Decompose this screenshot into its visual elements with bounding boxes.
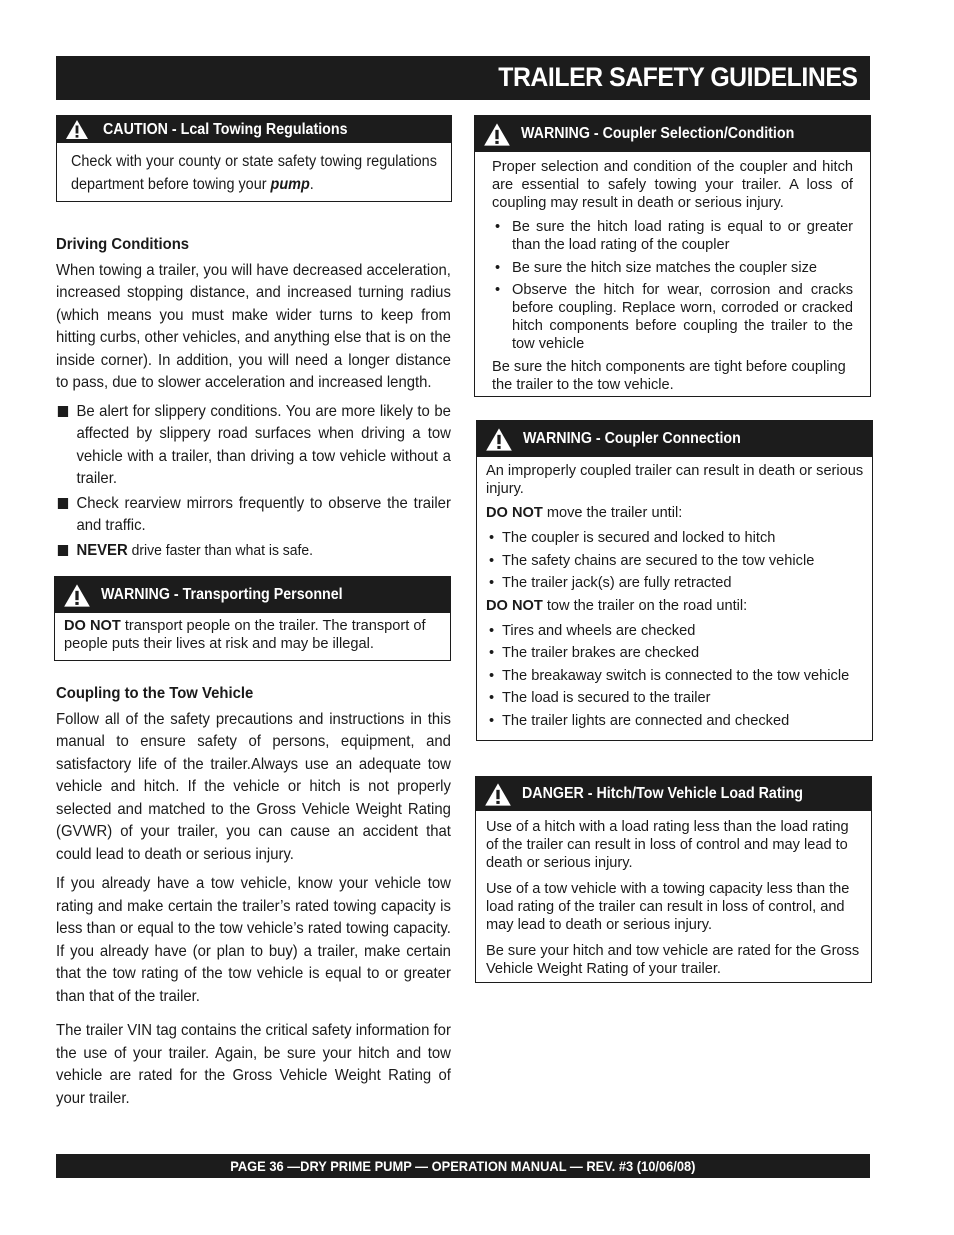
driving-bullet-mirrors: Check rearview mirrors frequently to observe the trailer and traffic.	[56, 493, 451, 538]
warning-personnel-header	[55, 577, 450, 613]
page-footer	[56, 1154, 870, 1178]
driving-conditions-paragraph: When towing a trailer, you will have decreased acceleration, increased stopping distance, and increased turning radius (which means you must make wider turns to keep from hitting curbs, other vehicles, and anything else that is on the inside corner). In addition, you will need a longer distance to pass, due to slower acceleration and increased length.	[56, 261, 451, 391]
tow-item-3: • The breakaway switch is connected to the tow vehicle	[486, 667, 864, 685]
danger-hitch-box	[475, 776, 872, 983]
caution-towing-title: CAUTION - Lcal Towing Regulations	[103, 121, 348, 138]
danger-hitch-paragraph-3: Be sure your hitch and tow vehicle are rated for the Gross Vehicle Weight Rating of your trailer.	[486, 943, 860, 977]
warning-coupler-connection-title: WARNING - Coupler Connection	[523, 430, 741, 447]
coupling-paragraph-3: The trailer VIN tag contains the critical safety information for the use of your trailer. Again, be sure your hitch and tow vehicle are rated for the Gross Vehicle Weight Rating of your trailer.	[56, 1022, 451, 1107]
warning-coupler-connection-header	[477, 421, 872, 457]
warning-coupler-connection-body	[477, 457, 872, 738]
warning-coupler-connection-box	[476, 420, 873, 741]
footer-text: PAGE 36 —DRY PRIME PUMP — OPERATION MANUAL — REV. #3 (10/06/08)	[230, 1158, 696, 1174]
tow-item-4: • The load is secured to the trailer	[486, 689, 864, 707]
coupler-selection-item-3: • Observe the hitch for wear, corrosion and cracks before coupling. Replace worn, corroded or cracked hitch components before coupling the trailer to the tow vehicle	[492, 281, 853, 353]
driving-conditions-heading: Driving Conditions	[56, 236, 190, 253]
caution-towing-header	[57, 116, 451, 143]
coupler-selection-outro: Be sure the hitch components are tight before coupling the trailer to the tow vehicle.	[492, 358, 846, 393]
driving-bullet-list	[56, 401, 451, 563]
caution-towing-body	[57, 143, 451, 202]
coupling-paragraph-2: If you already have a tow vehicle, know your vehicle tow rating and make certain the trailer’s rated towing capacity is less than or equal to the tow vehicle’s rated towing capacity. If you already have (or plan to buy) a trailer, make certain that the tow rating of the tow vehicle is equal to or greater than that of the trailer.	[56, 875, 451, 1005]
move-item-2: • The safety chains are secured to the tow vehicle	[486, 552, 864, 570]
danger-hitch-paragraph-2: Use of a tow vehicle with a towing capacity less than the load rating of the trailer can result in loss of control, and may lead to death or serious injury.	[486, 881, 850, 933]
move-do-not: DO NOT	[486, 505, 543, 521]
never-text: drive faster than what is safe.	[127, 541, 314, 559]
coupler-selection-intro: Proper selection and condition of the coupler and hitch are essential to safely towing your trailer. A loss of coupling may result in death or serious injury.	[492, 159, 853, 211]
warning-personnel-title: WARNING - Transporting Personnel	[101, 586, 343, 603]
warning-triangle-icon	[63, 583, 91, 608]
danger-hitch-body	[476, 811, 871, 982]
driving-bullet-never	[56, 540, 451, 563]
coupler-connection-tow-list	[486, 622, 864, 730]
danger-hitch-title: DANGER - Hitch/Tow Vehicle Load Rating	[522, 785, 804, 802]
move-item-3: • The trailer jack(s) are fully retracted	[486, 574, 864, 592]
tow-item-1: • Tires and wheels are checked	[486, 622, 864, 640]
move-item-1: • The coupler is secured and locked to hitch	[486, 529, 864, 547]
coupler-selection-list	[492, 218, 853, 353]
coupler-selection-item-2: • Be sure the hitch size matches the coupler size	[492, 259, 853, 277]
warning-coupler-selection-body	[475, 152, 870, 398]
warning-coupler-selection-title: WARNING - Coupler Selection/Condition	[521, 125, 795, 142]
driving-conditions-section	[56, 234, 451, 564]
warning-personnel-box	[54, 576, 451, 661]
coupling-paragraph-1: Follow all of the safety precautions and instructions in this manual to ensure safety of persons, equipment, and satisfactory life of the trailer.Always use an adequate tow vehicle and hitch. If the vehicle or hitch is not properly selected and matched to the Gross Vehicle Weight Rating (GVWR) of your trailer, you can cause an accident that could lead to death or serious injury.	[56, 710, 451, 863]
coupler-selection-item-1: • Be sure the hitch load rating is equal to or greater than the load rating of the coupler	[492, 218, 853, 254]
coupler-connection-move-list	[486, 529, 864, 592]
warning-personnel-body	[55, 613, 450, 657]
tow-until-text: tow the trailer on the road until:	[542, 597, 748, 614]
warning-coupler-selection-box	[474, 115, 871, 397]
coupling-section	[56, 683, 451, 1117]
driving-bullet-slippery: Be alert for slippery conditions. You are more likely to be affected by slippery road surfaces when driving a tow vehicle with a trailer, than driving a tow vehicle without a trailer.	[56, 401, 451, 491]
personnel-text: transport people on the trailer. The transport of people puts their lives at risk and may be illegal.	[64, 618, 426, 652]
personnel-do-not: DO NOT	[64, 618, 121, 634]
warning-triangle-icon	[65, 119, 89, 140]
tow-do-not: DO NOT	[486, 597, 543, 614]
page-header	[56, 56, 870, 100]
caution-towing-box	[56, 115, 452, 202]
coupler-connection-tow-until	[486, 597, 864, 615]
danger-hitch-paragraph-1: Use of a hitch with a load rating less than the load rating of the trailer can result in loss of control and may lead to death or serious injury.	[486, 819, 849, 871]
danger-hitch-header	[476, 777, 871, 811]
tow-item-5: • The trailer lights are connected and checked	[486, 712, 864, 730]
move-until-text: move the trailer until:	[542, 505, 683, 521]
caution-towing-emphasis: pump	[270, 175, 310, 193]
coupler-connection-intro: An improperly coupled trailer can result in death or serious injury.	[486, 463, 864, 497]
coupler-connection-move-until	[486, 504, 864, 522]
warning-triangle-icon	[485, 427, 513, 452]
warning-coupler-selection-header	[475, 116, 870, 152]
caution-towing-text: Check with your county or state safety towing regulations department before towing your	[71, 153, 437, 193]
warning-triangle-icon	[484, 782, 512, 807]
caution-towing-period: .	[309, 175, 314, 193]
tow-item-2: • The trailer brakes are checked	[486, 644, 864, 662]
coupling-heading: Coupling to the Tow Vehicle	[56, 685, 254, 702]
warning-triangle-icon	[483, 122, 511, 147]
page-title: TRAILER SAFETY GUIDELINES	[498, 62, 858, 92]
never-bold: NEVER	[76, 541, 128, 559]
